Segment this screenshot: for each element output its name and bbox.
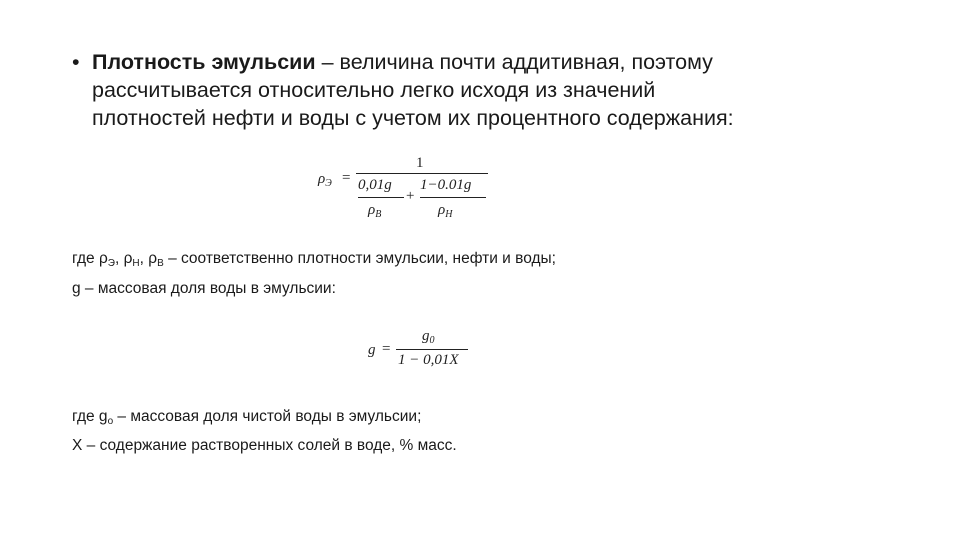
formula2-bar — [396, 349, 468, 350]
formula1-term2-bar — [420, 197, 486, 198]
formula1-lhs: $\rho_Э$ — [318, 171, 332, 189]
formula2-numerator: $g_0$ — [422, 328, 435, 346]
note-pure-water-fraction: где $g_о$ – массовая доля чистой воды в эмульсии; — [72, 408, 422, 427]
formula2-equals: = — [382, 341, 391, 357]
bullet-marker: • — [72, 50, 80, 74]
bullet-line-1-rest: – величина почти аддитивная, поэтому — [315, 50, 713, 74]
bullet-text — [92, 48, 892, 132]
note-salt-content: X – содержание растворенных солей в воде, % масс. — [72, 437, 457, 454]
bullet-line-3: плотностей нефти и воды с учетом их процентного содержания: — [92, 106, 734, 130]
formula1-term1-den: $\rho_В$ — [368, 202, 382, 220]
formula1-plus: + — [406, 188, 415, 204]
formula1-equals: = — [342, 170, 351, 186]
formula1-main-bar — [356, 173, 488, 174]
formula1-numerator: 1 — [416, 155, 424, 171]
bullet-line-2: рассчитывается относительно легко исходя из значений — [92, 78, 656, 102]
formula-emulsion-density — [312, 155, 512, 227]
formula1-term1-num: 0,01g — [358, 177, 392, 193]
bullet-line-1 — [92, 48, 892, 76]
formula-water-fraction — [366, 328, 486, 374]
bullet-lead-term: Плотность эмульсии — [92, 50, 316, 74]
formula2-lhs: g — [368, 342, 376, 358]
note-water-fraction: g – массовая доля воды в эмульсии: — [72, 280, 336, 297]
formula1-term2-num: 1−0.01g — [420, 177, 472, 193]
formula1-term2-den: $\rho_Н$ — [438, 202, 453, 220]
formula1-term1-bar — [358, 197, 404, 198]
formula2-denominator: 1 − 0,01X — [398, 352, 459, 368]
note-density-definitions: где $\rho_Э$, $\rho_Н$, $\rho_В$ – соответственно плотности эмульсии, нефти и воды; — [72, 250, 556, 269]
